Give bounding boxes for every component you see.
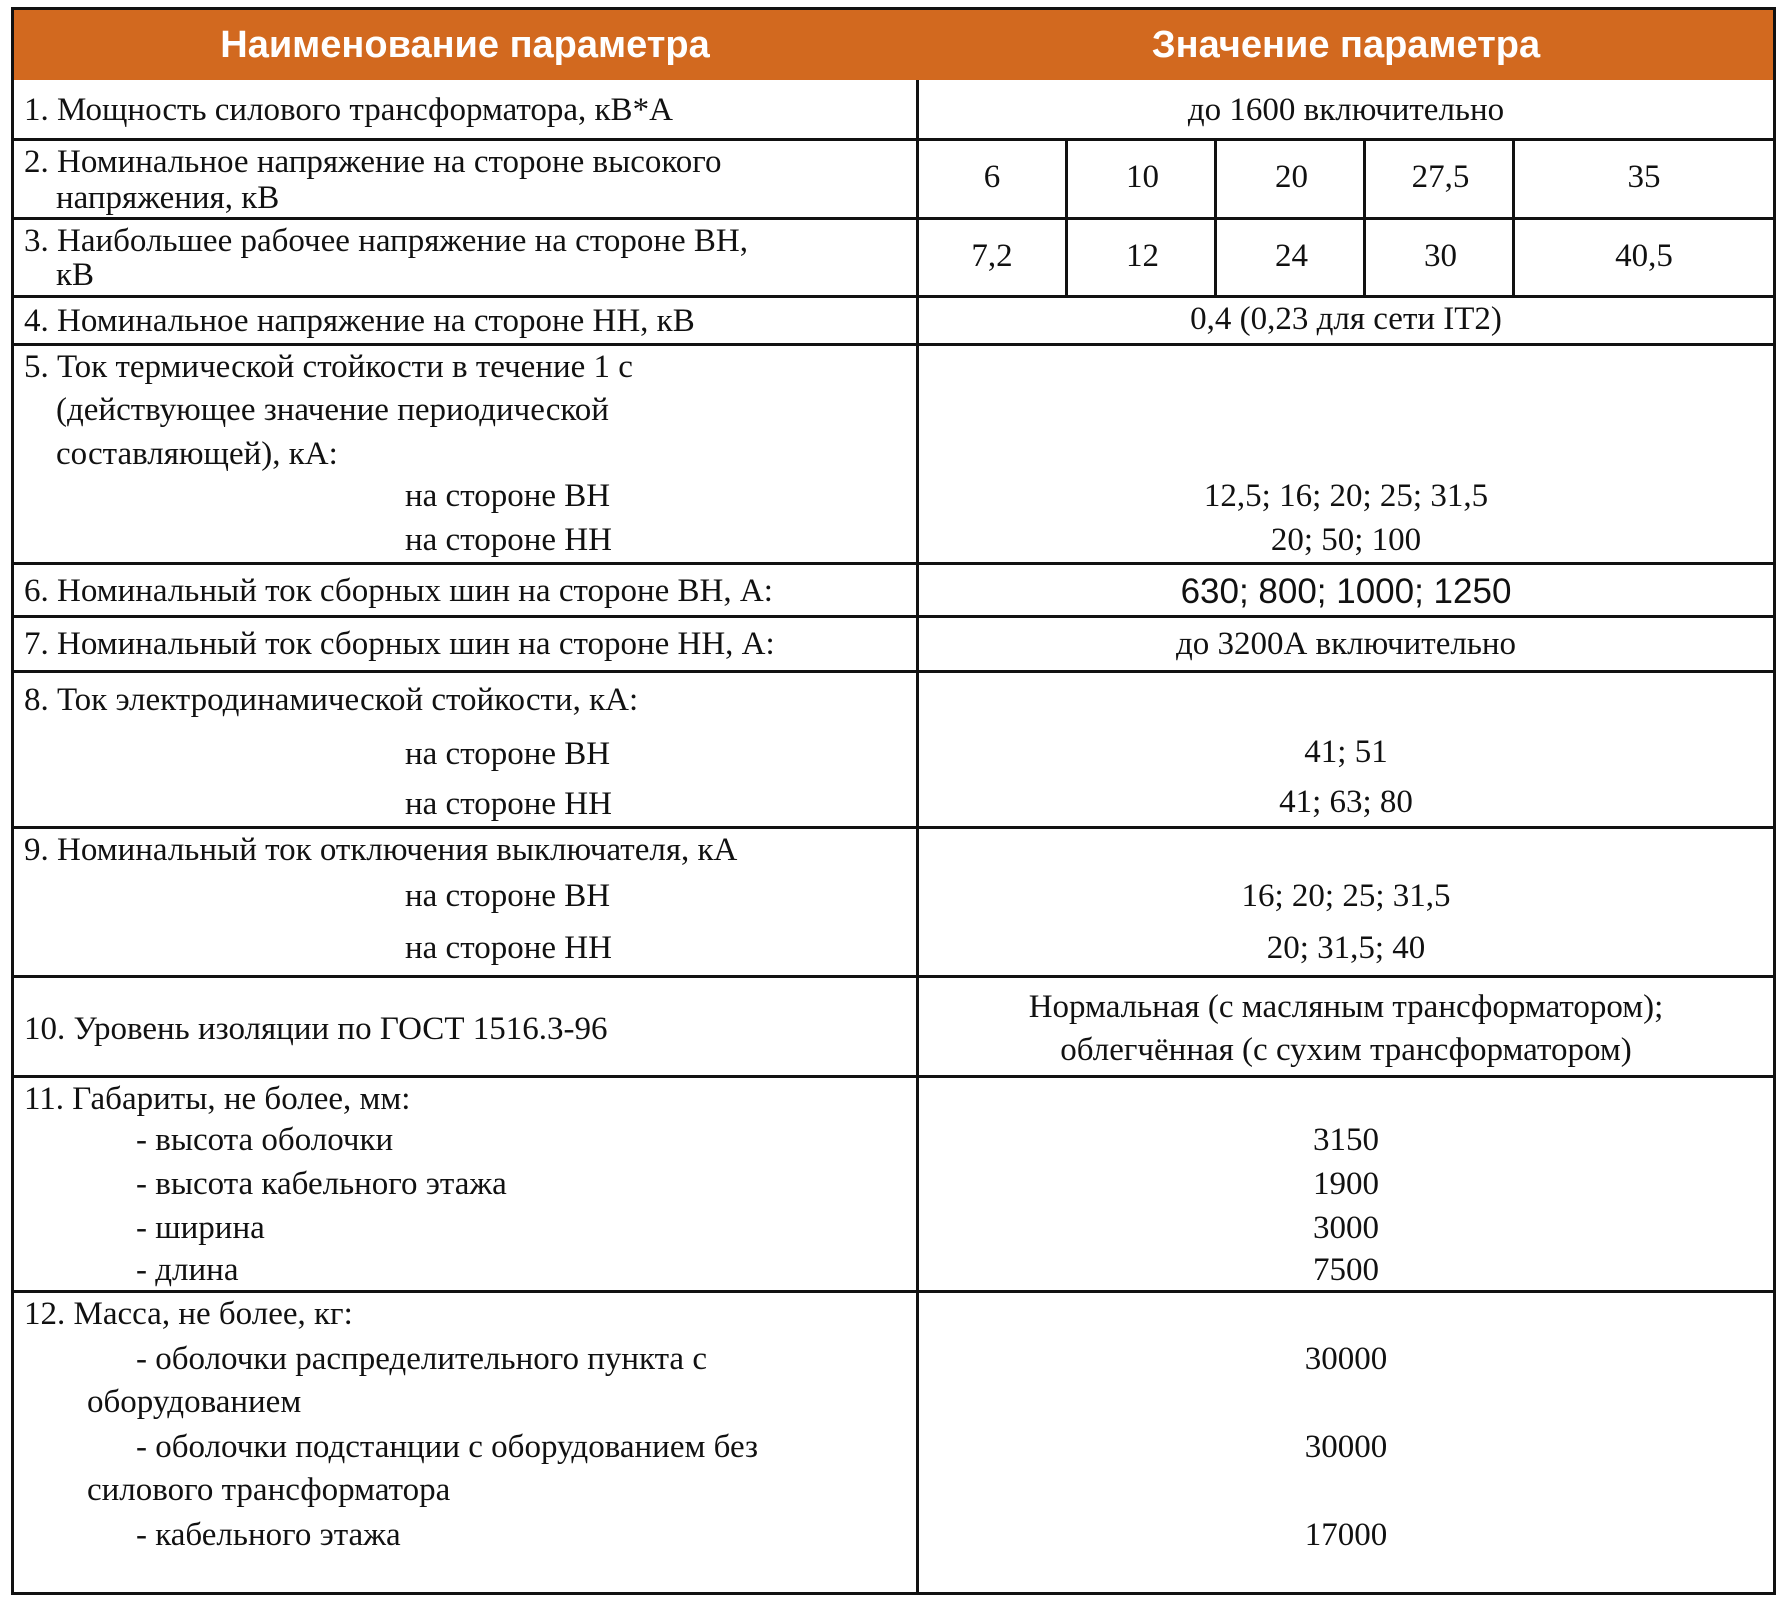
table-row-2 [14,141,1773,220]
param-text: - оболочки распределительного пункта с [136,1341,707,1377]
param-cell [14,565,916,615]
value-text: 12 [1126,238,1159,274]
param-cell [14,220,916,295]
value-text: 30 [1424,238,1457,274]
param-text: - высота оболочки [136,1122,394,1158]
param-cell [14,673,916,826]
voltage-cell [1214,220,1366,295]
value-text: 6 [983,159,1001,195]
param-text: - длина [136,1252,239,1288]
value-text: 7500 [1313,1252,1379,1288]
table-header [14,10,1773,80]
value-text: 30000 [1304,1341,1388,1377]
param-text: 5. Ток термической стойкости в течение 1 с [24,349,633,385]
param-text: на стороне НН [405,930,612,966]
value-text: 41; 51 [1304,734,1388,770]
value-text: 20; 31,5; 40 [1266,930,1426,966]
voltage-cell [919,220,1065,295]
param-text: 4. Номинальное напряжение на стороне НН, кВ [24,303,695,339]
value-cell [919,298,1773,343]
value-text: 41; 63; 80 [1279,784,1413,820]
param-text: - ширина [136,1210,265,1246]
value-cell [919,565,1773,615]
param-text: на стороне ВН [405,736,611,772]
param-text: 11. Габариты, не более, мм: [24,1081,411,1117]
table-row-7 [14,618,1773,673]
param-text: 10. Уровень изоляции по ГОСТ 1516.3-96 [24,1011,608,1047]
voltage-cell [1512,220,1773,295]
value-text: 30000 [1304,1429,1388,1465]
table-row-4 [14,298,1773,346]
param-text: на стороне НН [405,786,612,822]
value-cell [919,978,1773,1075]
param-text: 6. Номинальный ток сборных шин на стороне ВН, А: [24,573,773,609]
param-cell [14,1293,916,1592]
param-cell [14,829,916,975]
table-row-8 [14,673,1773,829]
value-text: 0,4 (0,23 для сети IT2) [1190,301,1502,337]
param-text: 1. Мощность силового трансформатора, кВ*А [24,92,673,128]
value-text: 27,5 [1411,159,1470,195]
value-text: 3000 [1313,1210,1379,1246]
param-cell [14,141,916,217]
param-text: на стороне ВН [405,478,611,514]
voltage-cell [1512,141,1773,217]
value-text: 1900 [1313,1166,1379,1202]
value-text: 20; 50; 100 [1270,522,1422,558]
value-text: до 3200А включительно [1175,626,1517,662]
param-text: на стороне НН [405,522,612,558]
table-row-6 [14,565,1773,618]
voltage-cell [1363,141,1515,217]
value-text: 35 [1627,159,1661,195]
value-text: Нормальная (с масляным трансформатором); [1028,989,1664,1025]
table-row-9 [14,829,1773,978]
param-cell [14,1078,916,1290]
value-text: 40,5 [1615,238,1673,274]
param-text: на стороне ВН [405,878,611,914]
param-text: составляющей), кА: [56,436,338,472]
value-text: 3150 [1313,1122,1379,1158]
table-row-12 [14,1293,1773,1592]
value-text: 7,2 [971,238,1013,274]
param-cell [14,298,916,343]
voltage-cell [1065,220,1217,295]
param-cell [14,346,916,562]
value-cell [919,829,1773,975]
header-param-name: Наименование параметра [220,24,710,66]
value-text: до 1600 включительно [1187,92,1505,128]
table-row-5 [14,346,1773,565]
value-cell [919,346,1773,562]
param-text: кВ [56,257,95,293]
param-text: - оболочки подстанции с оборудованием без [136,1429,759,1465]
param-text: (действующее значение периодической [56,392,609,428]
value-cell [919,1078,1773,1290]
param-text: 3. Наибольшее рабочее напряжение на стороне ВН, [24,223,748,259]
value-text: 16; 20; 25; 31,5 [1241,878,1451,914]
value-text: 630; 800; 1000; 1250 [1180,572,1512,611]
value-cell [919,141,1773,217]
param-text: оборудованием [87,1384,302,1420]
voltage-cell [1065,141,1217,217]
parameters-table [11,7,1776,1595]
value-cell [919,618,1773,670]
param-text: - кабельного этажа [136,1517,401,1553]
header-param-value: Значение параметра [1151,24,1541,66]
param-cell [14,618,916,670]
value-text: 10 [1126,159,1159,195]
value-text: 20 [1275,159,1308,195]
voltage-cell [1214,141,1366,217]
param-text: 2. Номинальное напряжение на стороне высокого [24,144,722,180]
param-text: 9. Номинальный ток отключения выключателя, кА [24,832,738,868]
value-text: 24 [1275,238,1308,274]
value-cell [919,220,1773,295]
param-text: 8. Ток электродинамической стойкости, кА: [24,682,639,718]
param-text: напряжения, кВ [56,180,280,216]
value-text: 17000 [1304,1517,1388,1553]
value-cell [919,80,1773,138]
param-cell [14,80,916,138]
param-text: - высота кабельного этажа [136,1166,507,1202]
param-text: 12. Масса, не более, кг: [24,1296,353,1332]
param-text: силового трансформатора [87,1472,451,1508]
value-text: 12,5; 16; 20; 25; 31,5 [1203,478,1489,514]
table-row-10 [14,978,1773,1078]
voltage-cell [1363,220,1515,295]
table-row-1 [14,80,1773,141]
table-row-11 [14,1078,1773,1293]
value-cell [919,1293,1773,1592]
value-text: облегчённая (с сухим трансформатором) [1060,1032,1632,1068]
table-row-3 [14,220,1773,298]
param-text: 7. Номинальный ток сборных шин на стороне НН, А: [24,626,775,662]
voltage-cell [919,141,1065,217]
param-cell [14,978,916,1075]
value-cell [919,673,1773,826]
